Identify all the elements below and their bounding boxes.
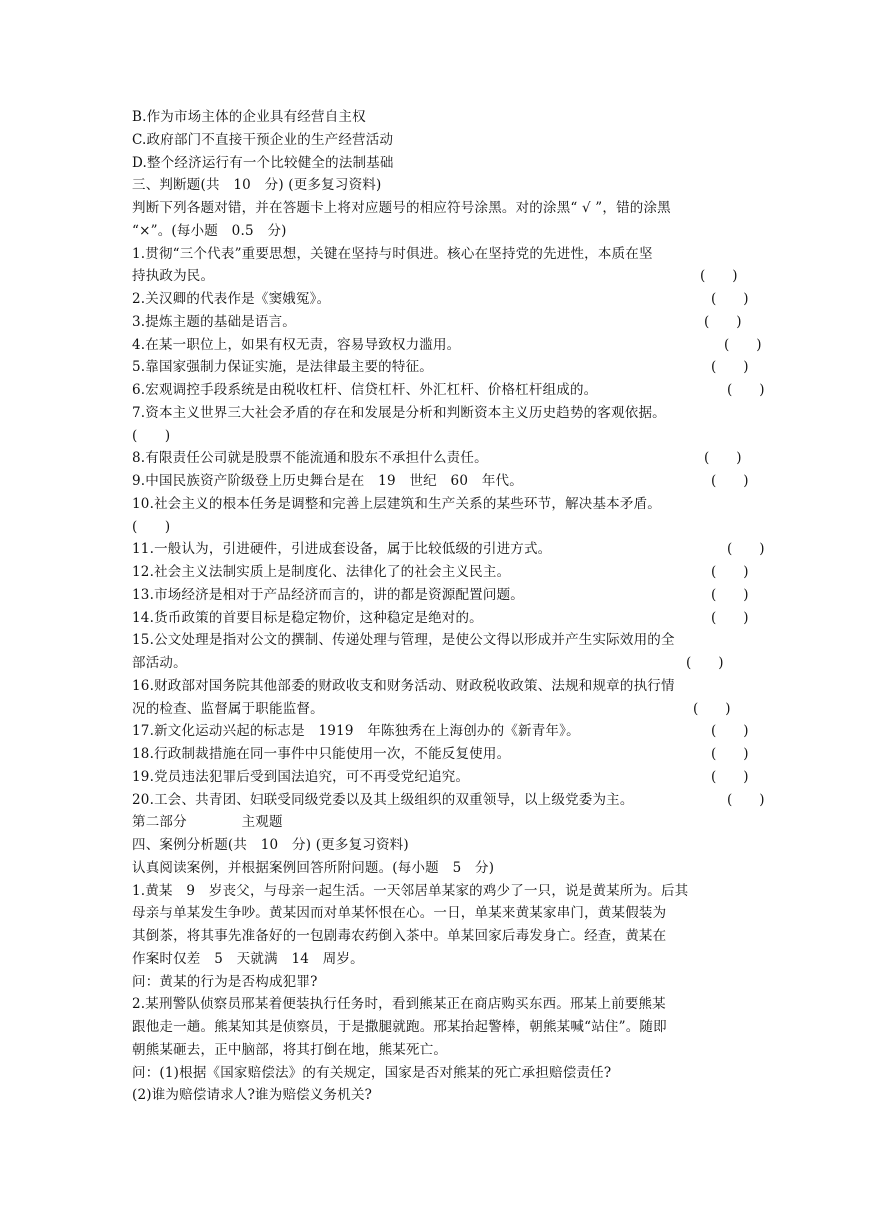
answer-bracket: ( ): [711, 359, 749, 375]
text-line: 5.靠国家强制力保证实施，是法律最主要的特征。: [132, 359, 433, 375]
text-line: 判断下列各题对错，并在答题卡上将对应题号的相应符号涂黑。对的涂黑“ √ ”，错的涂黑: [132, 200, 671, 216]
answer-bracket: ( ): [711, 769, 749, 785]
answer-bracket: ( ): [704, 314, 742, 330]
text-line: 6.宏观调控手段系统是由税收杠杆、信贷杠杆、外汇杠杆、价格杠杆组成的。: [132, 382, 598, 398]
text-line: 持执政为民。: [132, 268, 215, 284]
text-line: 四、案例分析题(共 10 分) (更多复习资料): [132, 837, 409, 853]
answer-bracket: ( ): [711, 723, 749, 739]
text-line: 13.市场经济是相对于产品经济而言的，讲的都是资源配置问题。: [132, 587, 524, 603]
text-line: D.整个经济运行有一个比较健全的法制基础: [132, 155, 394, 171]
answer-bracket: ( ): [724, 337, 762, 353]
answer-bracket: ( ): [727, 541, 765, 557]
text-line: ( ): [132, 519, 171, 535]
answer-bracket: ( ): [704, 450, 742, 466]
text-line: 9.中国民族资产阶级登上历史舞台是在 19 世纪 60 年代。: [132, 473, 523, 489]
text-line: 问：黄某的行为是否构成犯罪?: [132, 974, 318, 990]
text-line: 2.关汉卿的代表作是《窦娥冤》。: [132, 291, 331, 307]
text-line: 认真阅读案例，并根据案例回答所附问题。(每小题 5 分): [132, 860, 495, 876]
text-line: 11.一般认为，引进硬件，引进成套设备，属于比较低级的引进方式。: [132, 541, 552, 557]
answer-bracket: ( ): [700, 268, 738, 284]
text-line: 1.黄某 9 岁丧父，与母亲一起生活。一天邻居单某家的鸡少了一只，说是黄某所为。后其: [132, 883, 689, 899]
text-line: 1.贯彻“三个代表”重要思想，关键在坚持与时俱进。核心在坚持党的先进性，本质在坚: [132, 246, 653, 262]
text-line: 19.党员违法犯罪后受到国法追究，可不再受党纪追究。: [132, 769, 470, 785]
answer-bracket: ( ): [693, 701, 731, 717]
text-line: 8.有限责任公司就是股票不能流通和股东不承担什么责任。: [132, 450, 488, 466]
text-line: 况的检查、监督属于职能监督。: [132, 701, 324, 717]
text-line: C.政府部门不直接干预企业的生产经营活动: [132, 132, 394, 148]
answer-bracket: ( ): [711, 564, 749, 580]
text-line: 其倒茶，将其事先准备好的一包剧毒农药倒入茶中。单某回家后毒发身亡。经查，黄某在: [132, 928, 667, 944]
text-line: 15.公文处理是指对公文的撰制、传递处理与管理，是使公文得以形成并产生实际效用的全: [132, 632, 675, 648]
text-line: 10.社会主义的根本任务是调整和完善上层建筑和生产关系的某些环节，解决基本矛盾。: [132, 496, 661, 512]
text-line: “×”。(每小题 0.5 分): [132, 223, 287, 239]
text-line: 第二部分 主观题: [132, 814, 283, 830]
text-line: 3.提炼主题的基础是语言。: [132, 314, 296, 330]
text-line: 4.在某一职位上，如果有权无责，容易导致权力滥用。: [132, 337, 461, 353]
text-line: 三、判断题(共 10 分) (更多复习资料): [132, 177, 382, 193]
text-line: 20.工会、共青团、妇联受同级党委以及其上级组织的双重领导，以上级党委为主。: [132, 792, 634, 808]
text-line: 17.新文化运动兴起的标志是 1919 年陈独秀在上海创办的《新青年》。: [132, 723, 580, 739]
text-line: 作案时仅差 5 天就满 14 周岁。: [132, 951, 364, 967]
answer-bracket: ( ): [727, 792, 765, 808]
text-line: 16.财政部对国务院其他部委的财政收支和财务活动、财政税收政策、法规和规章的执行情: [132, 678, 675, 694]
text-line: 2.某刑警队侦察员邢某着便装执行任务时，看到熊某正在商店购买东西。邢某上前要熊某: [132, 996, 666, 1012]
text-line: 部活动。: [132, 655, 187, 671]
text-line: 14.货币政策的首要目标是稳定物价，这种稳定是绝对的。: [132, 610, 483, 626]
text-line: 7.资本主义世界三大社会矛盾的存在和发展是分析和判断资本主义历史趋势的客观依据。: [132, 405, 666, 421]
answer-bracket: ( ): [711, 587, 749, 603]
answer-bracket: ( ): [711, 291, 749, 307]
text-line: B.作为市场主体的企业具有经营自主权: [132, 109, 366, 125]
answer-bracket: ( ): [711, 746, 749, 762]
answer-bracket: ( ): [686, 655, 724, 671]
text-line: 18.行政制裁措施在同一事件中只能使用一次，不能反复使用。: [132, 746, 511, 762]
answer-bracket: ( ): [711, 610, 749, 626]
text-line: 母亲与单某发生争吵。黄某因而对单某怀恨在心。一日，单某来黄某家串门，黄某假装为: [132, 905, 667, 921]
answer-bracket: ( ): [711, 473, 749, 489]
text-line: (2)谁为赔偿请求人?谁为赔偿义务机关?: [132, 1087, 373, 1103]
answer-bracket: ( ): [727, 382, 765, 398]
text-line: 朝熊某砸去，正中脑部，将其打倒在地，熊某死亡。: [132, 1042, 448, 1058]
text-line: ( ): [132, 428, 171, 444]
text-line: 问：(1)根据《国家赔偿法》的有关规定，国家是否对熊某的死亡承担赔偿责任?: [132, 1065, 612, 1081]
text-line: 12.社会主义法制实质上是制度化、法律化了的社会主义民主。: [132, 564, 511, 580]
text-line: 跟他走一趟。熊某知其是侦察员，于是撒腿就跑。邢某抬起警棒，朝熊某喊“站住”。随即: [132, 1019, 667, 1035]
